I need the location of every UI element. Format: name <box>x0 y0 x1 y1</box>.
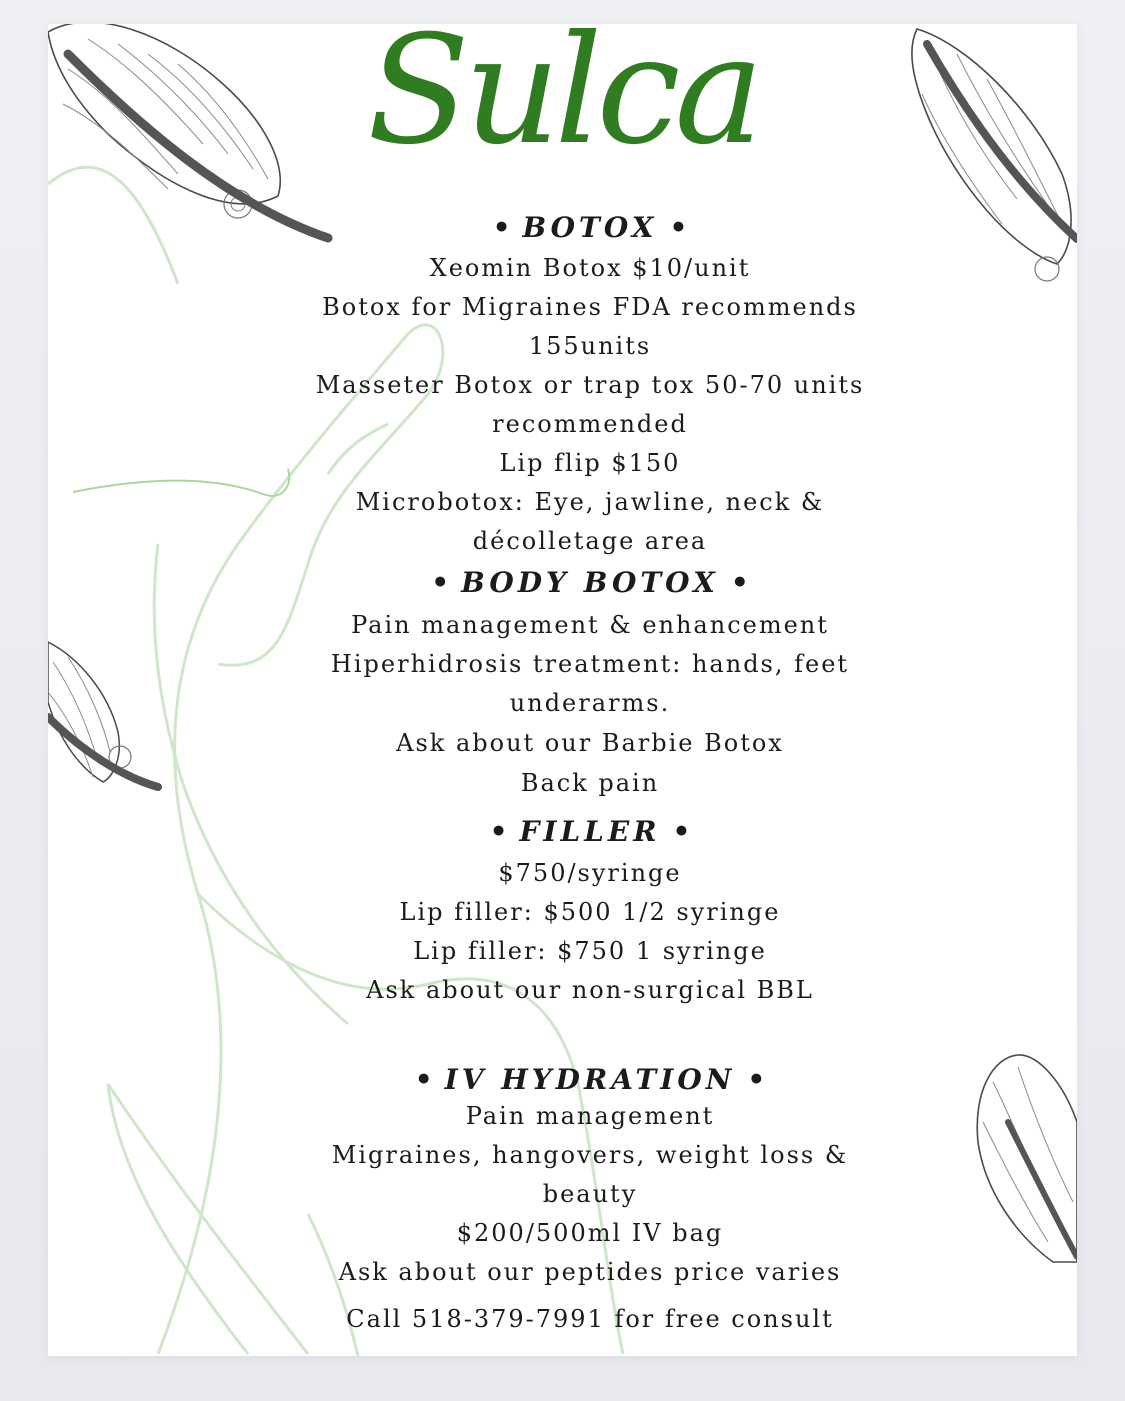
menu-line: Botox for Migraines FDA recommends <box>322 293 858 321</box>
section-heading-filler: • FILLER • <box>489 815 691 848</box>
menu-line: Pain management & enhancement <box>351 611 829 639</box>
section-heading-iv-hydration: • IV HYDRATION • <box>414 1063 766 1096</box>
menu-line: Ask about our peptides price varies <box>338 1258 842 1286</box>
feather-icon <box>973 1052 1077 1272</box>
menu-line: 155units <box>528 332 652 360</box>
menu-flyer <box>48 24 1077 1356</box>
menu-line: Microbotox: Eye, jawline, neck & <box>355 488 825 516</box>
menu-line: recommended <box>492 410 688 438</box>
menu-line: Ask about our Barbie Botox <box>396 729 784 757</box>
menu-line: Lip filler: $500 1/2 syringe <box>399 898 781 926</box>
brand-logo: Sulca <box>367 24 758 178</box>
menu-line: underarms. <box>509 689 671 717</box>
menu-line: décolletage area <box>472 527 708 555</box>
consult-phone-text: Call 518-379-7991 for free consult <box>346 1305 834 1333</box>
menu-line: $750/syringe <box>498 859 682 887</box>
menu-line: Xeomin Botox $10/unit <box>429 254 751 282</box>
menu-line: Pain management <box>465 1102 715 1130</box>
menu-line: Back pain <box>520 769 660 797</box>
menu-line: Lip flip $150 <box>499 449 681 477</box>
menu-line: Lip filler: $750 1 syringe <box>413 937 767 965</box>
menu-line: Migraines, hangovers, weight loss & <box>331 1141 849 1169</box>
menu-line: beauty <box>542 1180 638 1208</box>
feather-icon <box>48 642 168 792</box>
menu-line: $200/500ml IV bag <box>456 1219 724 1247</box>
menu-line: Hiperhidrosis treatment: hands, feet <box>330 650 850 678</box>
section-heading-botox: • BOTOX • <box>492 211 688 244</box>
menu-line: Masseter Botox or trap tox 50-70 units <box>315 371 865 399</box>
section-heading-body-botox: • BODY BOTOX • <box>431 566 749 599</box>
menu-line: Ask about our non-surgical BBL <box>366 976 814 1004</box>
